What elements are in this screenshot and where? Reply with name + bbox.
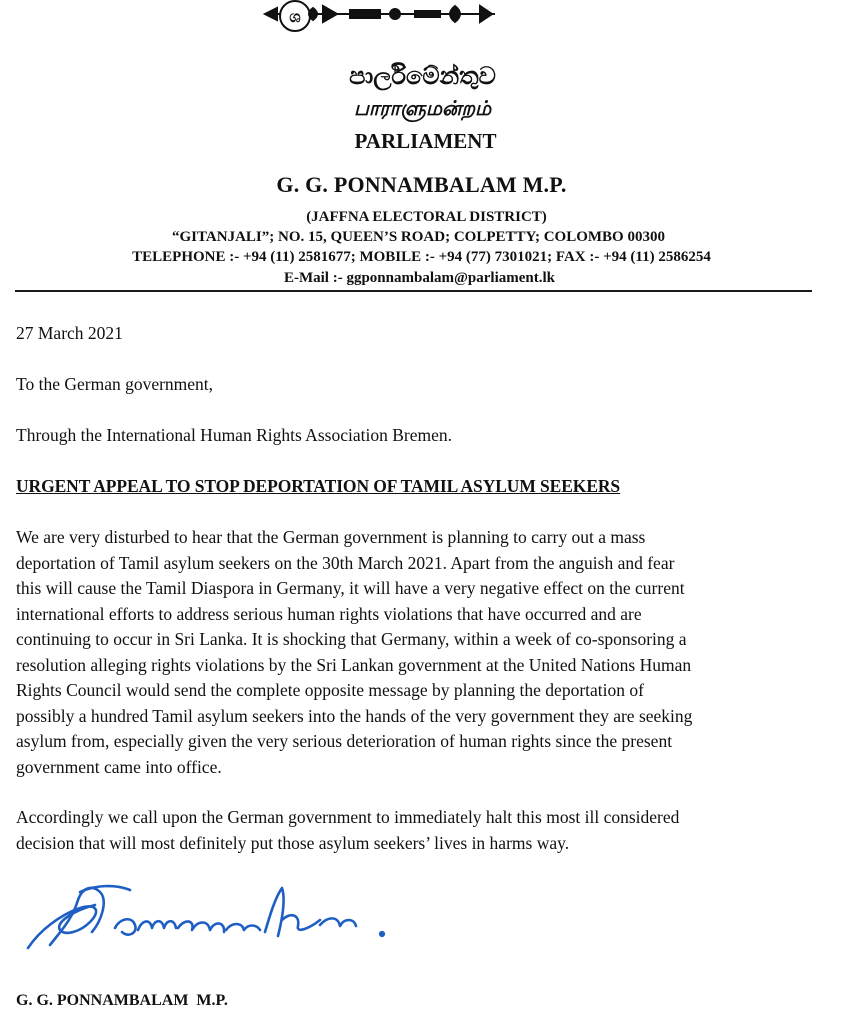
paragraph-line: decision that will most definitely put those asylum seekers’ lives in harms way. (16, 832, 570, 853)
paragraph-2 (16, 805, 816, 856)
paragraph-line: international efforts to address serious human rights violations that have occurred and are (16, 603, 642, 624)
paragraph-line: asylum from, especially given the very serious deterioration of human rights since the present (16, 731, 673, 751)
postal-address: “GITANJALI”; NO. 15, QUEEN’S ROAD; COLPETTY; COLOMBO 00300 (172, 229, 665, 245)
paragraph-line: continuing to occur in Sri Lanka. It is shocking that Germany, within a week of co-sponsoring a (16, 629, 687, 649)
parliament-emblem-icon (255, 0, 505, 36)
english-title: PARLIAMENT (354, 129, 497, 153)
paragraph-line: We are very disturbed to hear that the German government is planning to carry out a mass (16, 527, 646, 547)
sinhala-title: පාර්ලිමේන්තුව (349, 62, 496, 90)
email-address: E-Mail :- ggponnambalam@parliament.lk (283, 270, 556, 286)
paragraph-line: possibly a hundred Tamil asylum seekers into the hands of the very government they are seeking (16, 705, 693, 726)
tamil-title: பாராளுமன்றம் (353, 96, 492, 120)
letter-recipient: To the German government, (16, 374, 214, 394)
electoral-district: (JAFFNA ELECTORAL DISTRICT) (306, 209, 547, 225)
svg-text:ශ: ශ (289, 9, 301, 26)
handwritten-signature (20, 870, 400, 960)
letter-through: Through the International Human Rights Association Bremen. (16, 425, 452, 445)
letter-subject: URGENT APPEAL TO STOP DEPORTATION OF TAMIL ASYLUM SEEKERS (16, 476, 621, 496)
letterhead-divider (15, 290, 812, 292)
paragraph-line: Accordingly we call upon the German government to immediately halt this most ill considered (16, 807, 680, 827)
letter-date: 27 March 2021 (16, 323, 123, 343)
mp-name-heading: G. G. PONNAMBALAM M.P. (276, 172, 567, 197)
paragraph-line: deportation of Tamil asylum seekers on the 30th March 2021. Apart from the anguish and fear (16, 552, 675, 573)
paragraph-1 (16, 525, 816, 780)
paragraph-line: resolution alleging rights violations by the Sri Lankan government at the United Nations Human (16, 654, 692, 675)
paragraph-line: Rights Council would send the complete opposite message by planning the deportation of (16, 680, 644, 700)
contact-numbers: TELEPHONE :- +94 (11) 2581677; MOBILE :- +94 (77) 7301021; FAX :- +94 (11) 2586254 (132, 249, 711, 265)
paragraph-line: government came into office. (16, 756, 222, 777)
paragraph-line: this will cause the Tamil Diaspora in Germany, it will have a very negative effect on the current (16, 578, 685, 598)
signatory-name: G. G. PONNAMBALAM M.P. (16, 992, 228, 1009)
